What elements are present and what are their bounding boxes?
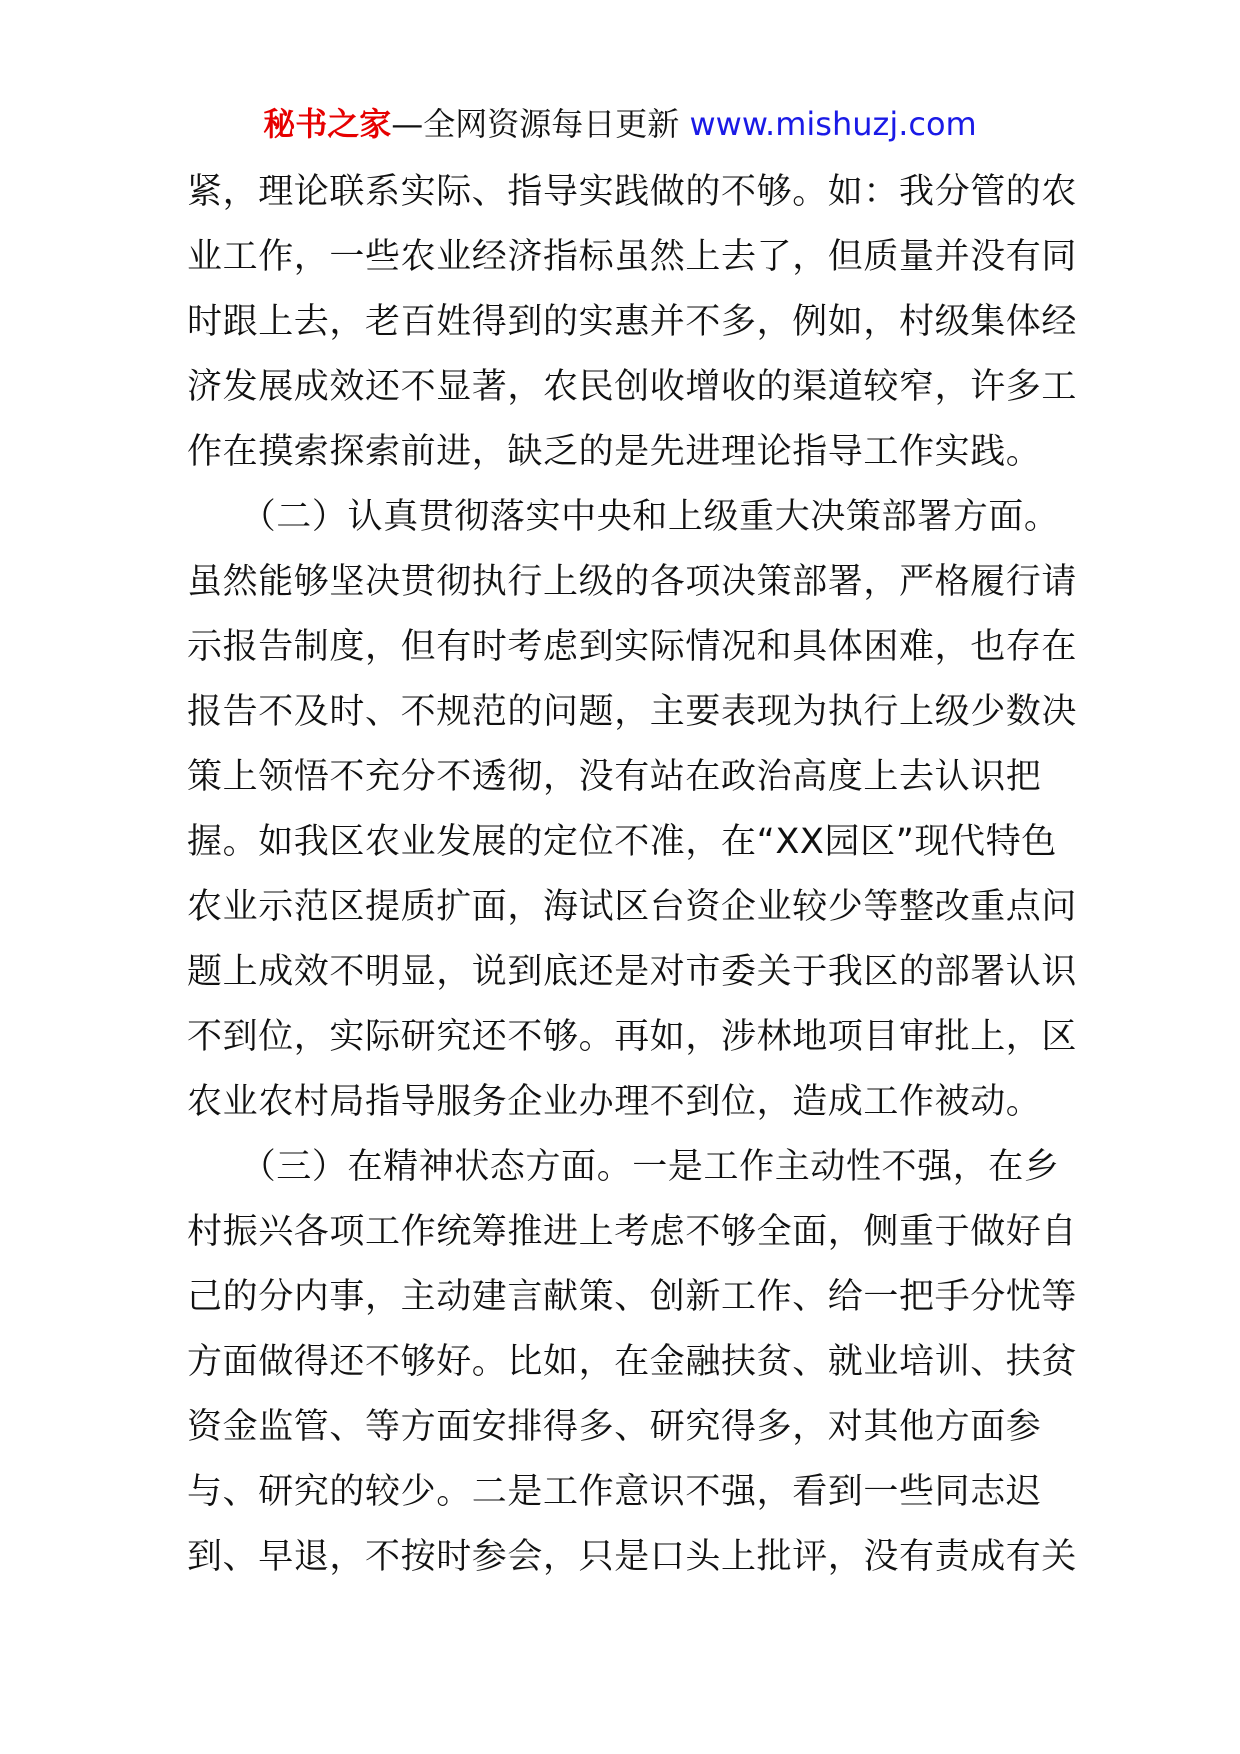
body-line: 示报告制度，但有时考虑到实际情况和具体困难，也存在 xyxy=(187,627,1078,667)
header-tagline: —全网资源每日更新 xyxy=(391,105,690,143)
body-line: 握。如我区农业发展的定位不准，在“XX园区”现代特色 xyxy=(187,822,1057,862)
section-heading-line: （三）在精神状态方面。一是工作主动性不强，在乡 xyxy=(187,1147,1060,1187)
body-line: 业工作，一些农业经济指标虽然上去了，但质量并没有同 xyxy=(187,237,1078,277)
body-line: 报告不及时、不规范的问题，主要表现为执行上级少数决 xyxy=(187,692,1078,732)
document-body xyxy=(187,160,1078,1590)
body-line: 到、早退，不按时参会，只是口头上批评，没有责成有关 xyxy=(187,1537,1078,1577)
body-line: 作在摸索探索前进，缺乏的是先进理论指导工作实践。 xyxy=(187,432,1042,472)
body-line: 与、研究的较少。二是工作意识不强，看到一些同志迟 xyxy=(187,1472,1042,1512)
body-line: 虽然能够坚决贯彻执行上级的各项决策部署，严格履行请 xyxy=(187,562,1078,602)
body-line: 农业农村局指导服务企业办理不到位，造成工作被动。 xyxy=(187,1082,1042,1122)
body-line: 方面做得还不够好。比如，在金融扶贫、就业培训、扶贫 xyxy=(187,1342,1078,1382)
section-heading-line: （二）认真贯彻落实中央和上级重大决策部署方面。 xyxy=(187,497,1060,537)
body-line: 农业示范区提质扩面，海试区台资企业较少等整改重点问 xyxy=(187,887,1078,927)
body-line: 己的分内事，主动建言献策、创新工作、给一把手分忧等 xyxy=(187,1277,1078,1317)
header-brand: 秘书之家 xyxy=(263,105,392,143)
body-line: 时跟上去，老百姓得到的实惠并不多，例如，村级集体经 xyxy=(187,302,1078,342)
body-line: 紧，理论联系实际、指导实践做的不够。如：我分管的农 xyxy=(187,172,1078,212)
body-line: 不到位，实际研究还不够。再如，涉林地项目审批上，区 xyxy=(187,1017,1078,1057)
body-line: 济发展成效还不显著，农民创收增收的渠道较窄，许多工 xyxy=(187,367,1078,407)
body-line: 资金监管、等方面安排得多、研究得多，对其他方面参 xyxy=(187,1407,1042,1447)
header-url[interactable]: www.mishuzj.com xyxy=(689,105,977,143)
body-line: 策上领悟不充分不透彻，没有站在政治高度上去认识把 xyxy=(187,757,1042,797)
body-line: 题上成效不明显，说到底还是对市委关于我区的部署认识 xyxy=(187,952,1078,992)
watermark-header xyxy=(0,100,1240,148)
body-line: 村振兴各项工作统筹推进上考虑不够全面，侧重于做好自 xyxy=(187,1212,1078,1252)
